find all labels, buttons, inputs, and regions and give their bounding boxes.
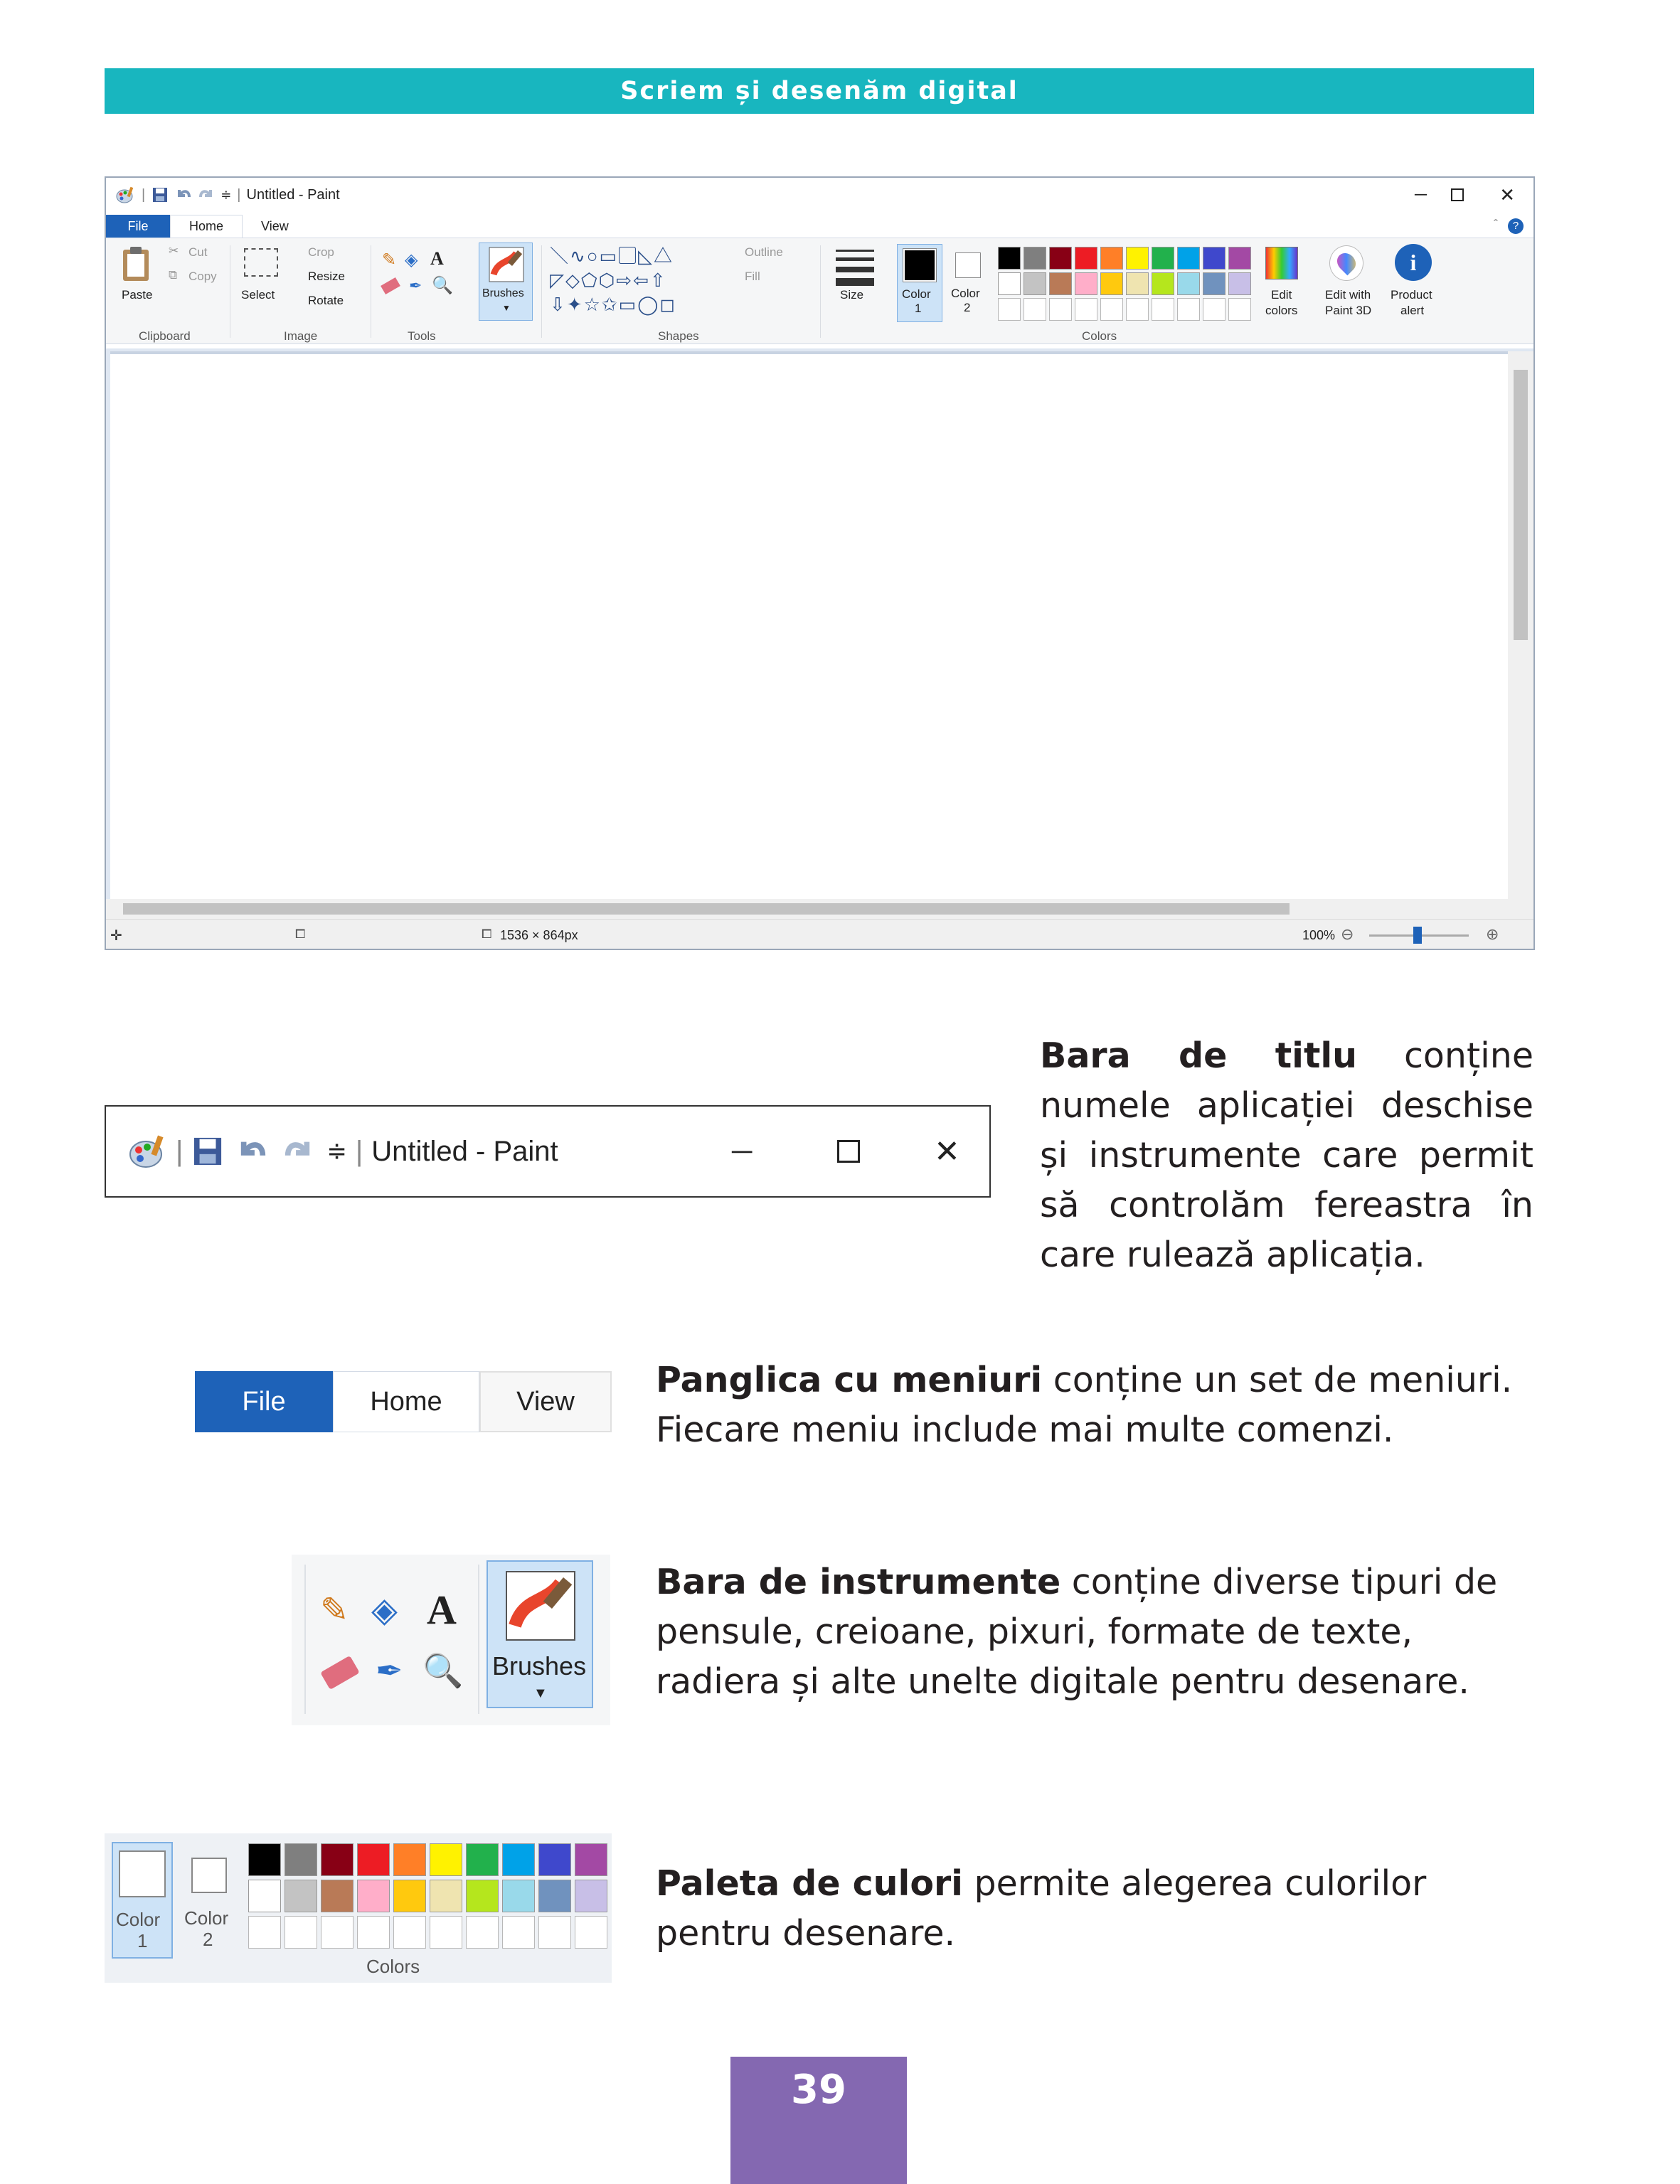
vertical-scroll-thumb[interactable]: [1514, 370, 1528, 640]
zoom-out-icon[interactable]: ⊖: [1341, 925, 1354, 943]
window-title: Untitled - Paint: [246, 186, 340, 203]
ribbon-term: Panglica cu meniuri: [656, 1360, 1043, 1400]
minimize-icon[interactable]: ─: [732, 1135, 753, 1167]
close-icon[interactable]: ✕: [1499, 183, 1515, 206]
edit-colors-label-line2: colors: [1265, 304, 1298, 317]
undo-icon[interactable]: [176, 187, 192, 203]
custom-color-slot[interactable]: [538, 1916, 571, 1949]
tools-group-label: Tools: [408, 329, 436, 343]
color1-button[interactable]: [897, 244, 942, 322]
ribbon-text: conține un set de meniuri. Fiecare meniu include mai multe comenzi.: [656, 1360, 1513, 1450]
divider: [820, 245, 821, 338]
brushes-label: Brushes: [482, 287, 524, 299]
palette-swatch[interactable]: [466, 1843, 499, 1876]
custom-color-slot[interactable]: [1049, 298, 1072, 321]
close-icon[interactable]: ✕: [934, 1134, 960, 1169]
horizontal-scroll-thumb[interactable]: [123, 903, 1290, 915]
status-bar: [106, 919, 1533, 950]
title-bar: | ≑ | Untitled - Paint ─ ✕: [106, 178, 1533, 212]
color1-label-line1: Color: [116, 1909, 161, 1930]
collapse-ribbon-icon[interactable]: ˆ: [1494, 218, 1498, 232]
product-alert-label-line2: alert: [1400, 304, 1425, 317]
palette-swatch[interactable]: [285, 1843, 317, 1876]
save-icon[interactable]: [193, 1136, 223, 1166]
paint-app-icon: [116, 186, 134, 203]
window-title: Untitled - Paint: [371, 1135, 558, 1167]
tab-home[interactable]: Home: [170, 215, 243, 238]
eraser-icon[interactable]: [381, 277, 400, 294]
eraser-icon[interactable]: [320, 1656, 360, 1690]
toolbar-description: [656, 1557, 1535, 1707]
custom-color-slot[interactable]: [430, 1916, 462, 1949]
custom-color-slot[interactable]: [1152, 298, 1174, 321]
custom-color-slot[interactable]: [321, 1916, 353, 1949]
color-palette: [998, 247, 1261, 325]
canvas-size-icon: ⧠: [482, 927, 492, 941]
canvas-dimensions: 1536 × 864px: [500, 928, 578, 942]
palette-swatch[interactable]: [1152, 272, 1174, 295]
palette-swatch[interactable]: [285, 1880, 317, 1912]
titlebar-text: conține numele aplicației deschise și instrumente care permit să controlăm fereastra în care rulează aplicația.: [1040, 1035, 1533, 1275]
ribbon-tabs-closeup: [195, 1371, 612, 1432]
palette-swatch[interactable]: [321, 1880, 353, 1912]
brush-icon: [504, 1569, 578, 1643]
maximize-icon[interactable]: [1451, 188, 1464, 201]
palette-swatch[interactable]: [998, 272, 1021, 295]
palette-swatch[interactable]: [248, 1880, 281, 1912]
shapes-gallery[interactable]: ＼∿○▭▢◺△ ◸◇⬠⬡⇨⇦⇧ ⇩✦☆✩▭◯◻: [550, 245, 676, 315]
fill-label[interactable]: Fill: [745, 270, 760, 283]
custom-color-slot[interactable]: [248, 1916, 281, 1949]
palette-swatch[interactable]: [502, 1880, 535, 1912]
palette-swatch[interactable]: [538, 1843, 571, 1876]
brushes-button[interactable]: [487, 1560, 593, 1708]
color2-label-line2: 2: [964, 301, 971, 314]
fill-icon[interactable]: ◈: [371, 1592, 398, 1629]
maximize-icon[interactable]: [837, 1140, 860, 1163]
palette-swatch[interactable]: [1075, 272, 1097, 295]
brushes-button[interactable]: [479, 243, 533, 321]
chapter-header: [105, 68, 1534, 114]
palette-swatch[interactable]: [393, 1880, 426, 1912]
size-icon[interactable]: [836, 250, 874, 286]
tab-home[interactable]: Home: [333, 1371, 479, 1432]
redo-icon[interactable]: [282, 1136, 312, 1166]
palette-swatch[interactable]: [1100, 247, 1123, 270]
palette-swatch[interactable]: [998, 247, 1021, 270]
shapes-group-label: Shapes: [658, 329, 699, 343]
magnifier-icon[interactable]: 🔍: [432, 276, 453, 295]
zoom-level: 100%: [1302, 928, 1336, 942]
brushes-dropdown-icon: ▼: [533, 1685, 548, 1701]
color-picker-icon[interactable]: ✒: [409, 277, 422, 294]
palette-swatch[interactable]: [357, 1880, 390, 1912]
selection-size-icon: ⧠: [295, 927, 306, 941]
palette-swatch[interactable]: [538, 1880, 571, 1912]
edit-colors-icon[interactable]: [1265, 247, 1298, 279]
paste-icon[interactable]: [120, 245, 151, 282]
paint-window-screenshot: [105, 176, 1535, 950]
custom-color-slot[interactable]: [285, 1916, 317, 1949]
cut-label[interactable]: Cut: [188, 245, 208, 259]
copy-label[interactable]: Copy: [188, 270, 217, 283]
custom-color-slot[interactable]: [1177, 298, 1200, 321]
custom-color-slot[interactable]: [1126, 298, 1149, 321]
palette-term: Paleta de culori: [656, 1863, 963, 1904]
help-icon[interactable]: ?: [1508, 218, 1524, 234]
paint3d-icon[interactable]: [1329, 245, 1363, 281]
page-number-box: [730, 2057, 907, 2184]
product-alert-label-line1: Product: [1391, 288, 1432, 302]
colors-closeup: [105, 1833, 612, 1983]
palette-swatch[interactable]: [430, 1880, 462, 1912]
palette-swatch[interactable]: [1228, 272, 1251, 295]
palette-swatch[interactable]: [1203, 247, 1226, 270]
palette-swatch[interactable]: [1024, 272, 1046, 295]
color-palette: [248, 1843, 604, 1954]
paint-app-icon: [129, 1134, 166, 1168]
brushes-dropdown-icon: ▼: [502, 303, 511, 313]
outline-label[interactable]: Outline: [745, 245, 783, 259]
color-picker-icon[interactable]: ✒: [376, 1652, 403, 1689]
undo-icon[interactable]: [238, 1136, 268, 1166]
tab-file[interactable]: File: [195, 1371, 333, 1432]
titlebar-closeup: | ≑ | Untitled - Paint ─ ✕: [105, 1105, 991, 1198]
palette-swatch[interactable]: [321, 1843, 353, 1876]
palette-swatch[interactable]: [393, 1843, 426, 1876]
divider: [541, 245, 542, 338]
palette-swatch[interactable]: [466, 1880, 499, 1912]
info-icon[interactable]: i: [1395, 244, 1432, 281]
palette-swatch[interactable]: [430, 1843, 462, 1876]
quick-access-dropdown-icon[interactable]: ≑: [326, 1138, 347, 1165]
titlebar-term: Bara de titlu: [1040, 1035, 1358, 1076]
pencil-icon[interactable]: ✎: [382, 250, 397, 270]
custom-color-slot[interactable]: [466, 1916, 499, 1949]
color1-label-line2: 1: [915, 302, 922, 315]
minimize-icon[interactable]: ─: [1414, 185, 1427, 204]
save-icon[interactable]: [152, 187, 168, 203]
color2-label-line1: Color: [184, 1907, 229, 1929]
palette-swatch[interactable]: [1177, 247, 1200, 270]
ribbon-tabs: [106, 215, 1533, 238]
text-icon[interactable]: A: [427, 1587, 457, 1633]
palette-swatch[interactable]: [1024, 247, 1046, 270]
color1-swatch: [119, 1850, 166, 1897]
tab-view[interactable]: View: [479, 1371, 612, 1432]
quick-access-dropdown-icon[interactable]: ≑: [220, 187, 232, 202]
brushes-label: Brushes: [492, 1651, 587, 1680]
clipboard-group-label: Clipboard: [139, 329, 191, 343]
color2-label-line1: Color: [951, 287, 980, 300]
toolbar-term: Bara de instrumente: [656, 1562, 1061, 1602]
custom-color-slot[interactable]: [357, 1916, 390, 1949]
edit-colors-label-line1: Edit: [1271, 288, 1292, 302]
palette-swatch[interactable]: [1049, 272, 1072, 295]
palette-swatch[interactable]: [1152, 247, 1174, 270]
fill-icon[interactable]: ◈: [405, 250, 418, 270]
chapter-title: Scriem și desenăm digital: [620, 77, 1019, 105]
redo-icon[interactable]: [198, 187, 213, 203]
custom-color-slot[interactable]: [998, 298, 1021, 321]
ribbon: [106, 238, 1533, 344]
palette-swatch[interactable]: [248, 1843, 281, 1876]
custom-color-slot[interactable]: [1100, 298, 1123, 321]
page-number: 39: [791, 2067, 846, 2113]
palette-description: [656, 1859, 1535, 1959]
custom-color-slot[interactable]: [1024, 298, 1046, 321]
paint3d-label-line2: Paint 3D: [1325, 304, 1372, 317]
color1-label-line1: Color: [902, 287, 931, 301]
palette-swatch[interactable]: [1100, 272, 1123, 295]
colors-group-label: Colors: [1082, 329, 1117, 343]
rotate-label[interactable]: Rotate: [308, 294, 344, 307]
image-group-label: Image: [284, 329, 318, 343]
brush-icon: [488, 246, 525, 283]
palette-swatch[interactable]: [1228, 247, 1251, 270]
color2-button[interactable]: [950, 244, 989, 322]
drawing-canvas[interactable]: [110, 351, 1508, 899]
color2-label-line2: 2: [203, 1929, 213, 1950]
text-icon[interactable]: A: [430, 248, 444, 269]
scissors-icon: ✂: [169, 244, 179, 257]
crop-label[interactable]: Crop: [308, 245, 334, 259]
palette-swatch[interactable]: [357, 1843, 390, 1876]
titlebar-description: [1040, 1031, 1533, 1280]
palette-swatch[interactable]: [1126, 272, 1149, 295]
color1-swatch: [903, 249, 936, 282]
palette-swatch[interactable]: [1177, 272, 1200, 295]
divider: [304, 1565, 306, 1714]
color1-button[interactable]: [112, 1842, 173, 1959]
paint3d-label-line1: Edit with: [1325, 288, 1371, 302]
palette-swatch[interactable]: [575, 1880, 607, 1912]
palette-swatch[interactable]: [502, 1843, 535, 1876]
color2-swatch: [955, 252, 981, 278]
palette-swatch[interactable]: [1126, 247, 1149, 270]
palette-text: permite alegerea culorilor pentru desenare.: [656, 1863, 1427, 1954]
tab-file[interactable]: File: [106, 215, 170, 238]
zoom-in-icon[interactable]: ⊕: [1486, 925, 1499, 943]
magnifier-icon[interactable]: 🔍: [422, 1652, 464, 1689]
colors-group-label: Colors: [366, 1956, 420, 1977]
pencil-icon[interactable]: ✎: [320, 1592, 349, 1629]
color2-button[interactable]: [184, 1842, 238, 1959]
palette-swatch[interactable]: [1075, 247, 1097, 270]
palette-swatch[interactable]: [1049, 247, 1072, 270]
tab-view[interactable]: View: [261, 218, 289, 233]
cursor-position-icon: ✛: [110, 928, 122, 944]
resize-label[interactable]: Resize: [308, 270, 345, 283]
palette-swatch[interactable]: [1203, 272, 1226, 295]
custom-color-slot[interactable]: [575, 1916, 607, 1949]
select-label[interactable]: Select: [241, 288, 275, 302]
zoom-slider-thumb[interactable]: [1413, 927, 1422, 944]
custom-color-slot[interactable]: [1203, 298, 1226, 321]
size-label[interactable]: Size: [840, 288, 864, 302]
tools-closeup: [292, 1555, 610, 1725]
custom-color-slot[interactable]: [1228, 298, 1251, 321]
paste-label: Paste: [122, 288, 153, 302]
color1-label-line2: 1: [137, 1930, 148, 1951]
select-icon[interactable]: [244, 248, 278, 277]
ribbon-description: [656, 1355, 1535, 1455]
custom-color-slot[interactable]: [1075, 298, 1097, 321]
copy-icon: ⧉: [169, 268, 178, 282]
palette-swatch[interactable]: [575, 1843, 607, 1876]
color2-swatch: [191, 1858, 227, 1893]
toolbar-text: conține diverse tipuri de pensule, creioane, pixuri, formate de texte, radiera și alte unelte digitale pentru desenare.: [656, 1562, 1498, 1702]
custom-color-slot[interactable]: [393, 1916, 426, 1949]
divider: [478, 1565, 479, 1714]
custom-color-slot[interactable]: [502, 1916, 535, 1949]
